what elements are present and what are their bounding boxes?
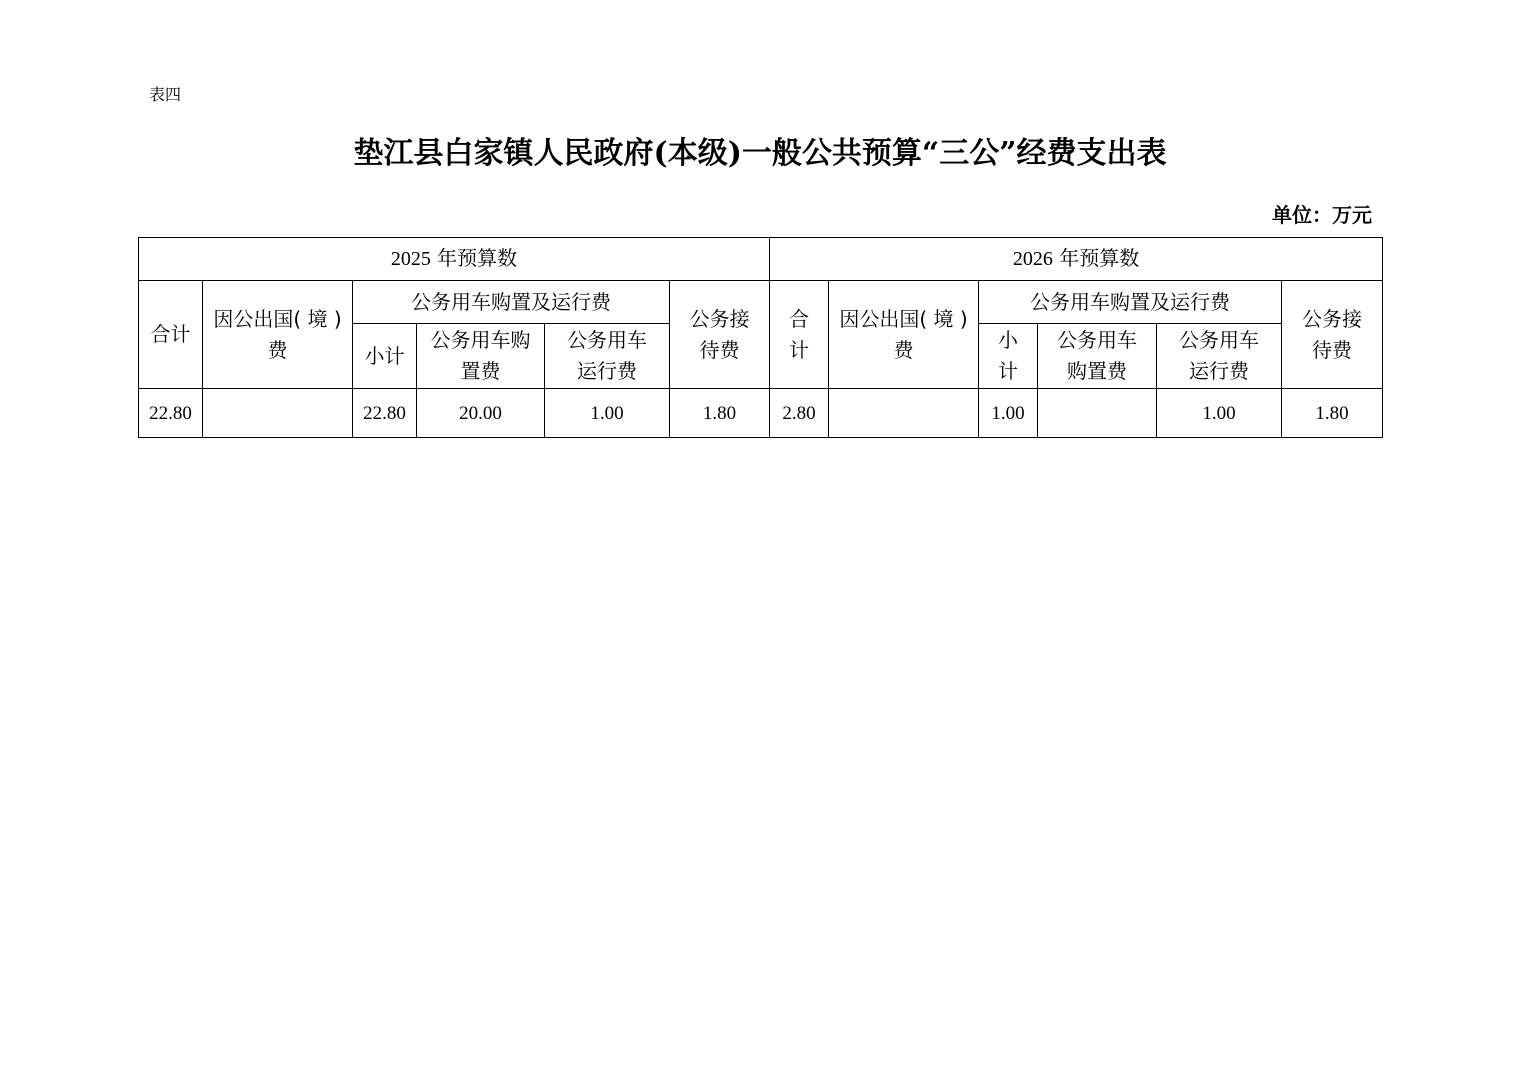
col-total-2025: 合计 [139, 281, 203, 389]
col-vehicle-operation-2026: 公务用车运行费 [1157, 324, 1282, 389]
cell-reception-2025: 1.80 [670, 389, 770, 438]
col-reception-2025: 公务接待费 [670, 281, 770, 389]
col-vehicle-purchase-2026: 公务用车购置费 [1038, 324, 1157, 389]
cell-reception-2026: 1.80 [1282, 389, 1383, 438]
cell-abroad-2026 [829, 389, 979, 438]
col-abroad-2026: 因公出国( 境 ) 费 [829, 281, 979, 389]
table-label: 表四 [149, 85, 182, 104]
col-vehicle-purchase-2025: 公务用车购置费 [417, 324, 545, 389]
cell-total-2025: 22.80 [139, 389, 203, 438]
col-vehicle-group-2026: 公务用车购置及运行费 [979, 281, 1282, 324]
cell-vehicle-purchase-2025: 20.00 [417, 389, 545, 438]
cell-abroad-2025 [203, 389, 353, 438]
cell-total-2026: 2.80 [770, 389, 829, 438]
table-row [139, 389, 1383, 438]
col-vehicle-group-2025: 公务用车购置及运行费 [353, 281, 670, 324]
col-abroad-2025: 因公出国( 境 ) 费 [203, 281, 353, 389]
cell-vehicle-operation-2026: 1.00 [1157, 389, 1282, 438]
year-header-row [139, 238, 1383, 281]
column-header-row [139, 281, 1383, 324]
unit-note: 单位：万元 [1272, 203, 1372, 227]
cell-subtotal-2026: 1.00 [979, 389, 1038, 438]
three-public-expenses-table [138, 237, 1383, 438]
year-2026-header: 2026 年预算数 [770, 238, 1383, 281]
cell-vehicle-operation-2025: 1.00 [545, 389, 670, 438]
cell-subtotal-2025: 22.80 [353, 389, 417, 438]
year-2025-header: 2025 年预算数 [139, 238, 770, 281]
col-total-2026: 合计 [770, 281, 829, 389]
col-subtotal-2025: 小计 [353, 324, 417, 389]
col-vehicle-operation-2025: 公务用车运行费 [545, 324, 670, 389]
col-subtotal-2026: 小计 [979, 324, 1038, 389]
cell-vehicle-purchase-2026 [1038, 389, 1157, 438]
col-reception-2026: 公务接待费 [1282, 281, 1383, 389]
document-title: 垫江县白家镇人民政府(本级)一般公共预算“三公”经费支出表 [353, 136, 1167, 171]
